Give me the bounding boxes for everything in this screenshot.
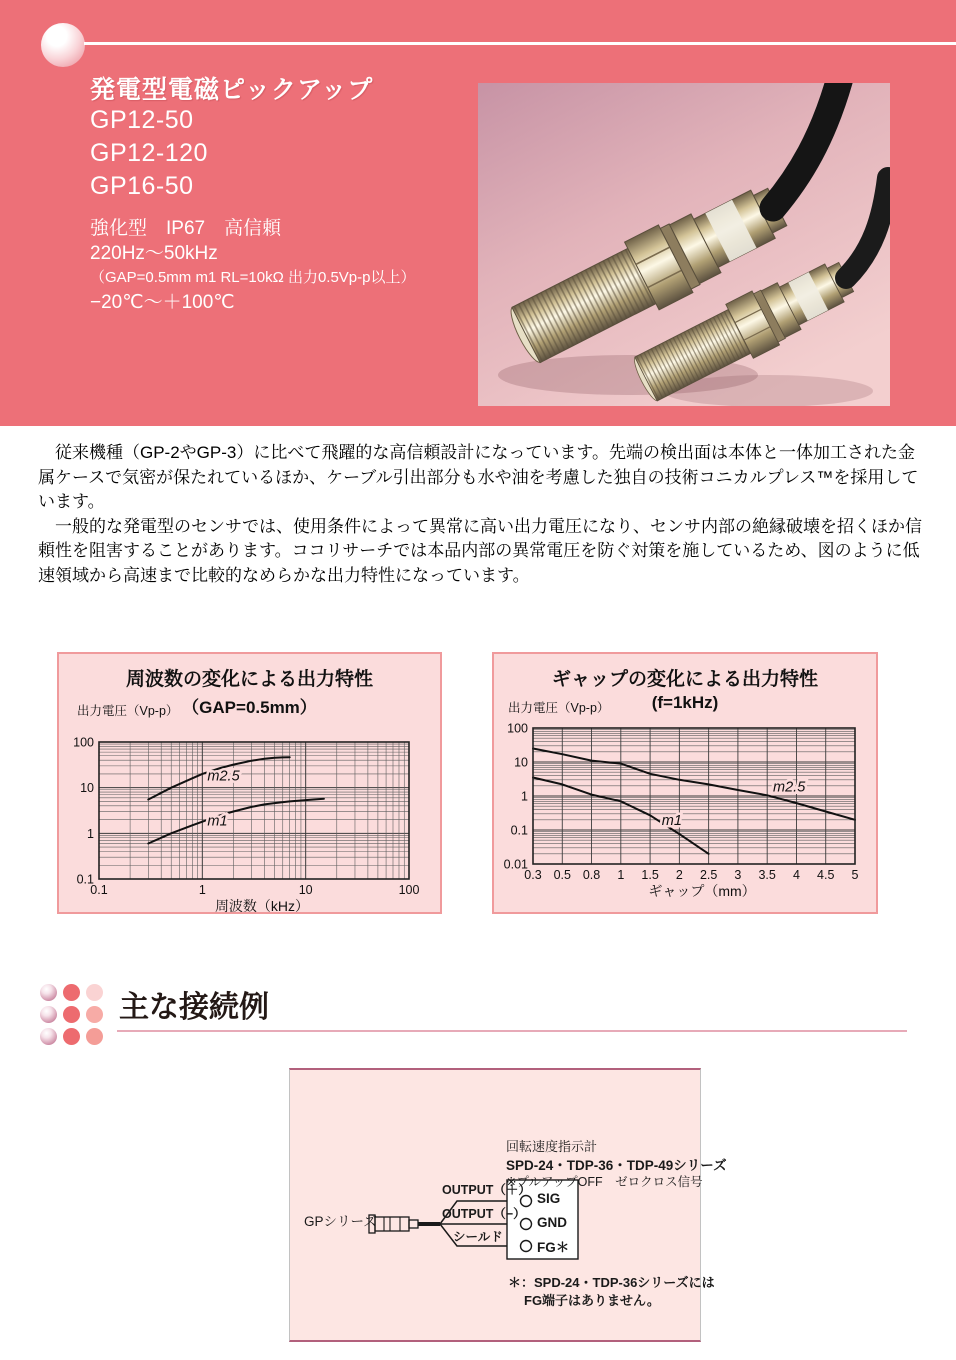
svg-text:5: 5 bbox=[851, 868, 859, 882]
sphere-ornament-icon bbox=[41, 23, 85, 67]
intro-paragraph-1: 従来機種（GP-2やGP-3）に比べて飛躍的な高信頼設計になっています。先端の検出面は本体と一体加工された金属ケースで気密が保たれているほか、ケーブル引出部分も水や油を考慮した独自の技術コニカルプレス™を採用しています。 bbox=[38, 443, 919, 511]
dot-icon bbox=[63, 984, 80, 1001]
svg-text:10: 10 bbox=[80, 781, 94, 796]
frequency-chart-plot bbox=[59, 718, 440, 914]
chart-y-label: 出力電圧（Vp-p） bbox=[508, 701, 610, 715]
gap-response-chart bbox=[492, 652, 878, 914]
dot-icon bbox=[86, 984, 103, 1001]
spec-detail: （GAP=0.5mm m1 RL=10kΩ 出力0.5Vp-p以上） bbox=[90, 269, 416, 286]
dot-icon bbox=[86, 1028, 103, 1045]
svg-text:100: 100 bbox=[398, 883, 420, 897]
spec-list bbox=[90, 216, 416, 315]
svg-text:m1: m1 bbox=[207, 813, 228, 830]
indicator-series: SPD-24・TDP-36・TDP-49シリーズ bbox=[506, 1158, 727, 1173]
dot-icon bbox=[86, 1006, 103, 1023]
terminal-label-fg: FG＊ bbox=[537, 1240, 570, 1255]
svg-text:0.8: 0.8 bbox=[582, 868, 601, 882]
model-gp12-120: GP12-120 bbox=[90, 139, 208, 167]
intro-paragraph-2: 一般的な発電型のセンサでは、使用条件によって異常に高い出力電圧になり、センサ内部の絶縁破壊を招くほか信頼性を阻害することがあります。ココリサーチでは本品内部の異常電圧を防ぐ対策を施しているため、図のように低速領域から高速まで比較的なめらかな出力特性になっています。 bbox=[38, 516, 922, 585]
svg-text:4.5: 4.5 bbox=[817, 868, 835, 882]
svg-text:ギャップ（mm）: ギャップ（mm） bbox=[648, 883, 756, 899]
svg-text:1: 1 bbox=[87, 826, 94, 841]
svg-text:10: 10 bbox=[514, 755, 528, 770]
svg-text:3: 3 bbox=[734, 868, 742, 882]
svg-text:2.5: 2.5 bbox=[699, 868, 718, 882]
terminal-fg-circle bbox=[521, 1241, 532, 1252]
wire-label-output-minus: OUTPUT（−） bbox=[442, 1207, 526, 1221]
svg-text:100: 100 bbox=[507, 721, 528, 736]
wire-label-output-plus: OUTPUT（＋） bbox=[442, 1183, 531, 1197]
svg-text:10: 10 bbox=[298, 883, 313, 897]
svg-text:1.5: 1.5 bbox=[641, 868, 659, 882]
svg-text:0.1: 0.1 bbox=[76, 872, 94, 887]
connection-diagram-box bbox=[289, 1068, 727, 1342]
terminal-label-sig: SIG bbox=[537, 1191, 561, 1206]
frequency-response-chart bbox=[57, 652, 442, 914]
gap-chart-plot bbox=[494, 718, 876, 914]
spec-grade: 強化型 IP67 高信頼 bbox=[90, 218, 282, 239]
model-gp12-50: GP12-50 bbox=[90, 106, 194, 134]
footnote-line-2: FG端子はありません。 bbox=[524, 1293, 660, 1308]
product-title: 発電型電磁ピックアップ bbox=[90, 76, 374, 104]
svg-text:2: 2 bbox=[675, 868, 683, 882]
chart-title: 周波数の変化による出力特性 bbox=[125, 669, 373, 690]
indicator-title: 回転速度指示計 bbox=[506, 1139, 598, 1154]
header-rule bbox=[84, 42, 956, 45]
sensor-tip bbox=[409, 1220, 418, 1228]
header-banner bbox=[0, 0, 956, 426]
dot-icon bbox=[63, 1006, 80, 1023]
svg-text:0.3: 0.3 bbox=[524, 868, 542, 882]
section-dots-ornament bbox=[40, 984, 103, 1045]
indicator-note: ※プルアップOFF ゼロクロス信号 bbox=[506, 1175, 703, 1189]
dot-icon bbox=[40, 1028, 57, 1045]
spec-temp: −20℃～＋100℃ bbox=[90, 292, 235, 313]
svg-text:100: 100 bbox=[73, 735, 94, 750]
svg-text:m1: m1 bbox=[661, 813, 682, 830]
wire-label-shield: シールド bbox=[453, 1230, 503, 1244]
model-gp16-50: GP16-50 bbox=[90, 172, 194, 200]
section-underline bbox=[117, 1030, 907, 1032]
chart-subtitle: （GAP=0.5mm） bbox=[182, 698, 317, 717]
footnote-line-1: ＊：SPD-24・TDP-36シリーズには bbox=[508, 1275, 715, 1290]
section-heading: 主な接続例 bbox=[119, 991, 269, 1024]
dot-icon bbox=[63, 1028, 80, 1045]
svg-text:m2.5: m2.5 bbox=[773, 779, 806, 796]
product-photo bbox=[478, 83, 890, 406]
chart-y-label: 出力電圧（Vp-p） bbox=[77, 704, 179, 718]
dot-icon bbox=[40, 1006, 57, 1023]
svg-text:0.5: 0.5 bbox=[553, 868, 571, 882]
svg-text:m2.5: m2.5 bbox=[207, 768, 240, 785]
svg-text:3.5: 3.5 bbox=[758, 868, 776, 882]
spec-range: 220Hz～50kHz bbox=[90, 243, 218, 264]
svg-text:4: 4 bbox=[792, 868, 800, 882]
svg-text:0.1: 0.1 bbox=[90, 883, 108, 897]
model-list bbox=[90, 104, 208, 203]
sensor-body bbox=[375, 1217, 409, 1231]
svg-text:1: 1 bbox=[198, 883, 206, 897]
terminal-label-gnd: GND bbox=[537, 1215, 567, 1230]
device-label: GPシリーズ bbox=[304, 1214, 377, 1229]
chart-subtitle: (f=1kHz) bbox=[651, 693, 719, 712]
svg-text:周波数（kHz）: 周波数（kHz） bbox=[214, 898, 310, 914]
svg-text:0.01: 0.01 bbox=[503, 857, 528, 872]
intro-text bbox=[38, 441, 926, 588]
svg-text:0.1: 0.1 bbox=[510, 823, 528, 838]
svg-text:1: 1 bbox=[521, 789, 528, 804]
svg-text:1: 1 bbox=[617, 868, 625, 882]
chart-title: ギャップの変化による出力特性 bbox=[551, 669, 818, 690]
dot-icon bbox=[40, 984, 57, 1001]
